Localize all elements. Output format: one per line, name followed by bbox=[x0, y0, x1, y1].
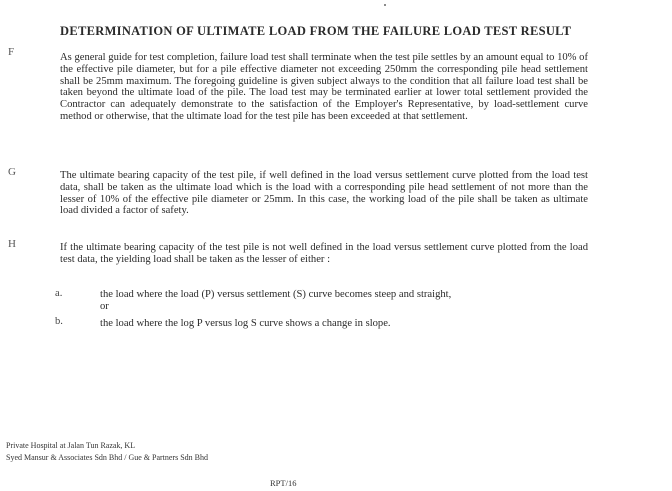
section-marker-h: H bbox=[8, 238, 16, 250]
page-title: DETERMINATION OF ULTIMATE LOAD FROM THE FAILURE LOAD TEST RESULT bbox=[60, 24, 572, 38]
section-marker-f: F bbox=[8, 46, 15, 58]
section-marker-g: G bbox=[8, 166, 16, 178]
scan-speck bbox=[384, 4, 386, 6]
paragraph-f: As general guide for test completion, failure load test shall terminate when the test pile settles by an amount equal to 10% of the effective pile diameter, but for a pile effective diameter not exceeding 250mm the corresponding pile head settlement shall be 25mm maximum. The foregoing guideline is given subject always to the condition that all failure load test shall be taken beyond the ultimate load of the pile. The load test may be terminated earlier at lower total settlement provided the Contractor can adequately demonstrate to the satisfaction of the Employer's Representative, by load-settlement curve method or otherwise, that the ultimate load for the test pile has been exceeded at that settlement. bbox=[60, 52, 588, 122]
footer-project-line: Private Hospital at Jalan Tun Razak, KL bbox=[6, 441, 136, 450]
list-item-b-text: the load where the log P versus log S curve shows a change in slope. bbox=[100, 318, 391, 329]
list-item-a-letter: a. bbox=[55, 288, 63, 299]
page-reference: RPT/16 bbox=[270, 478, 297, 488]
or-connector: or bbox=[100, 301, 109, 312]
paragraph-h: If the ultimate bearing capacity of the test pile is not well defined in the load versus settlement curve plotted from the load test data, the yielding load shall be taken as the lesser of either : bbox=[60, 242, 588, 265]
paragraph-g: The ultimate bearing capacity of the test pile, if well defined in the load versus settlement curve plotted from the load test data, shall be taken as the ultimate load which is the load with a corresponding pile head settlement of not more than the lesser of 10% of the effective pile diameter or 25mm. In this case, the working load of the pile shall be taken as ultimate load divided a factor of safety. bbox=[60, 170, 588, 217]
list-item-a-text: the load where the load (P) versus settlement (S) curve becomes steep and straight, bbox=[100, 289, 452, 300]
list-item-b-letter: b. bbox=[55, 316, 63, 327]
footer-consultant-line: Syed Mansur & Associates Sdn Bhd / Gue & Partners Sdn Bhd bbox=[6, 453, 208, 462]
